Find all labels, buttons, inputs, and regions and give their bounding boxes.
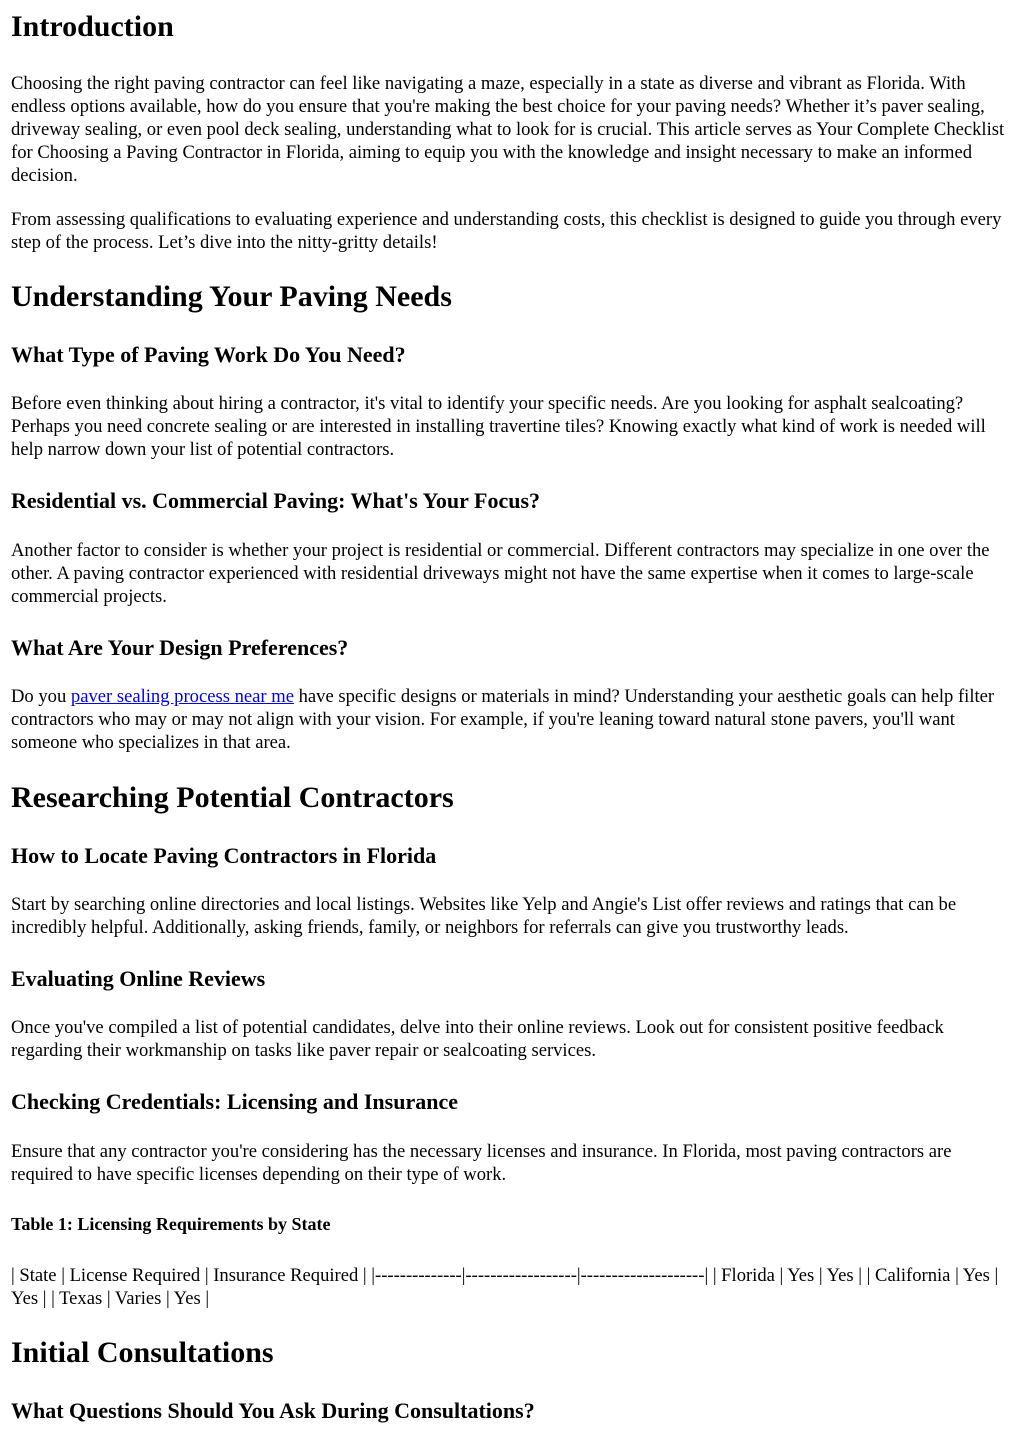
heading-locate-contractors: How to Locate Paving Contractors in Florida (11, 843, 437, 868)
table-caption: Table 1: Licensing Requirements by State (11, 1214, 331, 1234)
reviews-paragraph: Once you've compiled a list of potential candidates, delve into their online reviews. Look out for consistent positive feedback regarding their workmanship on tasks like paver repair or sealcoating services. (11, 1017, 944, 1061)
heading-online-reviews: Evaluating Online Reviews (11, 966, 266, 991)
design-paragraph (11, 685, 1016, 754)
heading-consultation-questions: What Questions Should You Ask During Consultations? (11, 1398, 535, 1423)
intro-paragraph-1: Choosing the right paving contractor can feel like navigating a maze, especially in a state as diverse and vibrant as Florida. With endless options available, how do you ensure that you're making the best choice for your paving needs? Whether it’s paver sealing, driveway sealing, or even pool deck sealing, understanding what to look for is crucial. This article serves as Your Complete Checklist for Choosing a Paving Contractor in Florida, aiming to equip you with the knowledge and insight necessary to make an informed decision. (11, 73, 1005, 186)
intro-paragraph-2: From assessing qualifications to evaluating experience and understanding costs, this checklist is designed to guide you through every step of the process. Let’s dive into the nitty-gritty details! (11, 209, 1002, 253)
heading-credentials: Checking Credentials: Licensing and Insurance (11, 1089, 458, 1114)
paver-sealing-link[interactable]: paver sealing process near me (70, 686, 294, 707)
heading-initial-consultations: Initial Consultations (11, 1336, 274, 1369)
credentials-paragraph: Ensure that any contractor you're considering has the necessary licenses and insurance. In Florida, most paving contractors are required to have specific licenses depending on their type of work. (11, 1141, 952, 1185)
heading-residential-vs-commercial: Residential vs. Commercial Paving: What's Your Focus? (11, 488, 541, 513)
heading-type-of-work: What Type of Paving Work Do You Need? (11, 342, 406, 367)
heading-researching-contractors: Researching Potential Contractors (11, 781, 454, 814)
design-text-before: Do you (11, 686, 71, 707)
type-of-work-paragraph: Before even thinking about hiring a contractor, it's vital to identify your specific needs. Are you looking for asphalt sealcoating? Perhaps you need concrete sealing or are interested in installing travertine tiles? Knowing exactly what kind of work is needed will help narrow down your list of potential contractors. (11, 393, 986, 460)
heading-introduction: Introduction (11, 10, 174, 43)
heading-understanding-needs: Understanding Your Paving Needs (11, 280, 452, 313)
design-text-after: have specific designs or materials in mind? Understanding your aesthetic goals can help filter contractors who may or may not align with your vision. For example, if you're leaning toward natural stone pavers, you'll want someone who specializes in that area. (11, 686, 995, 753)
heading-design-preferences: What Are Your Design Preferences? (11, 635, 349, 660)
licensing-table-text: | State | License Required | Insurance Required | |--------------|------------------|--------------------| | Florida | Yes | Yes | | California | Yes | Yes | | Texas | Varies | Yes | (11, 1265, 999, 1309)
locate-paragraph: Start by searching online directories and local listings. Websites like Yelp and Angie's List offer reviews and ratings that can be incredibly helpful. Additionally, asking friends, family, or neighbors for referrals can give you trustworthy leads. (11, 894, 957, 938)
residential-paragraph: Another factor to consider is whether your project is residential or commercial. Different contractors may specialize in one over the other. A paving contractor experienced with residential driveways might not have the same expertise when it comes to large-scale commercial projects. (11, 540, 990, 607)
